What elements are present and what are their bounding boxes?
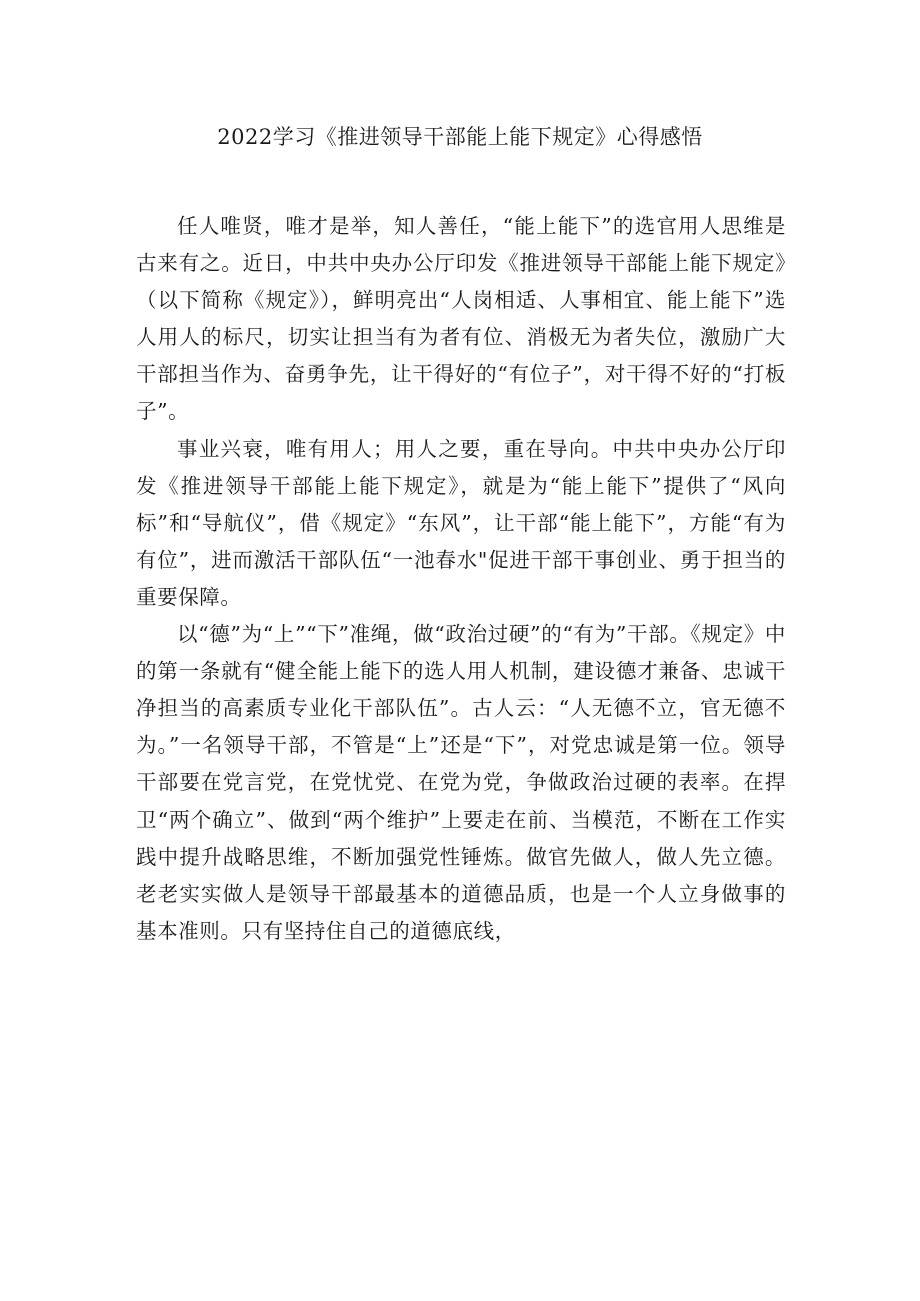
document-title: 2022学习《推进领导干部能上能下规定》心得感悟 [217,125,703,149]
paragraph-1: 任人唯贤，唯才是举，知人善任，“能上能下”的选官用人思维是古来有之。近日，中共中央办公厅印发《推进领导干部能上能下规定》（以下简称《规定》），鲜明亮出“人岗相适、人事相宜、能上能下”选人用人的标尺，切实让担当有为者有位、消极无为者失位，激励广大干部担当作为、奋勇争先，让干得好的“有位子”，对干得不好的“打板子”。 [136,214,786,424]
document-body [136,208,786,950]
paragraph-2: 事业兴衰，唯有用人；用人之要，重在导向。中共中央办公厅印发《推进领导干部能上能下规定》，就是为“能上能下”提供了“风向标”和“导航仪”，借《规定》“东风”，让干部“能上能下”，方能“有为有位”，进而激活干部队伍“一池春水"促进干部干事创业、勇于担当的重要保障。 [136,436,786,609]
paragraph-3: 以“德”为“上”“下”准绳，做“政治过硬”的“有为”干部。《规定》中的第一条就有“健全能上能下的选人用人机制，建设德才兼备、忠诚干净担当的高素质专业化干部队伍”。古人云：“人无德不立，官无德不为。”一名领导干部，不管是“上”还是“下”，对党忠诚是第一位。领导干部要在党言党，在党忧党、在党为党，争做政治过硬的表率。在捍卫“两个确立”、做到“两个维护”上要走在前、当模范，不断在工作实践中提升战略思维，不断加强党性锤炼。做官先做人，做人先立德。老老实实做人是领导干部最基本的道德品质，也是一个人立身做事的基本准则。只有坚持住自己的道德底线， [136,622,786,943]
